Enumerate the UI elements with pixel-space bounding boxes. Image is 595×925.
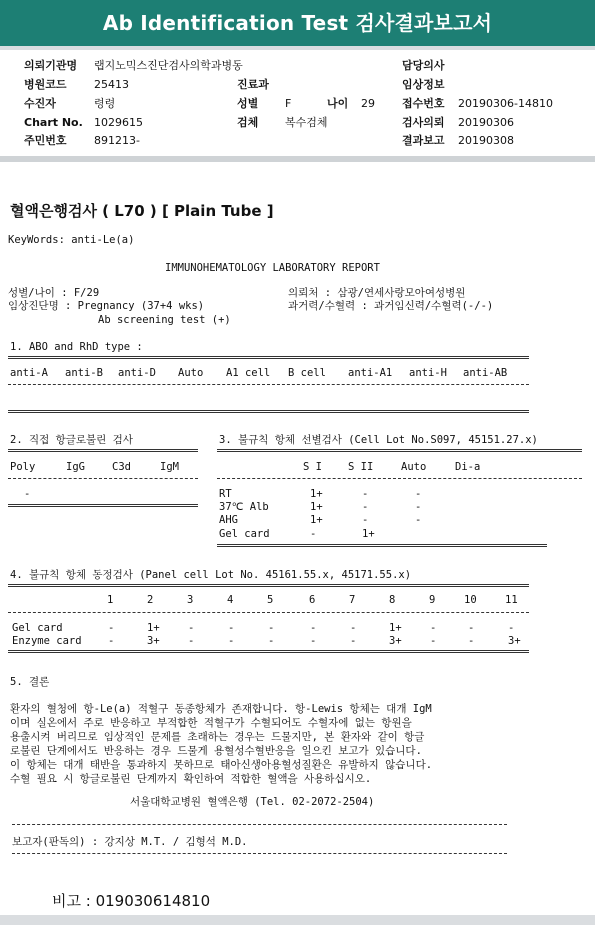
panel-cell: 1+ (389, 622, 402, 634)
abo-col-anti-ab: anti-AB (463, 367, 508, 379)
screen-cell: - (310, 528, 317, 540)
screen-phase-label: AHG (219, 514, 238, 526)
screen-top-rule (217, 449, 582, 452)
screen-cell: - (362, 488, 369, 500)
value-request-date: 20190306 (458, 116, 514, 129)
memo-label: 비고 : (52, 892, 91, 910)
value-report-date: 20190308 (458, 134, 514, 147)
panel-cell: - (430, 635, 437, 647)
label-sex: 성별 (237, 97, 259, 110)
label-patient: 수진자 (24, 97, 56, 110)
label-attending-doctor: 담당의사 (402, 59, 445, 72)
panel-col-10: 10 (464, 594, 477, 606)
dat-result: - (24, 488, 31, 500)
memo-value: 019030614810 (95, 892, 211, 910)
panel-col-7: 7 (349, 594, 356, 606)
panel-col-1: 1 (107, 594, 114, 606)
screen-col-sii: S II (348, 461, 374, 473)
panel-cell: 3+ (508, 635, 521, 647)
footer-bar (0, 915, 595, 925)
panel-cell: - (188, 635, 195, 647)
panel-cell: - (508, 622, 515, 634)
report-body (8, 232, 591, 860)
dat-col-igm: IgM (160, 461, 179, 473)
keywords: KeyWords: anti-Le(a) (8, 234, 135, 246)
conclusion-title: 5. 결론 (10, 676, 50, 688)
info-row-request-date (402, 116, 514, 129)
value-age: 29 (361, 97, 375, 110)
panel-cell: - (350, 622, 357, 634)
panel-cell: - (310, 622, 317, 634)
info-row-report-date (402, 134, 514, 147)
dat-col-igg: IgG (66, 461, 85, 473)
screen-cell: 1+ (310, 488, 323, 500)
dat-top-rule (8, 449, 198, 452)
label-institution: 의뢰기관명 (24, 59, 78, 72)
dat-col-poly: Poly (10, 461, 36, 473)
abo-col-auto: Auto (178, 367, 204, 379)
screen-cell: - (415, 514, 422, 526)
dat-col-c3d: C3d (112, 461, 131, 473)
screen-cell: - (362, 514, 369, 526)
label-request-date: 검사의뢰 (402, 116, 445, 129)
report-subtitle: IMMUNOHEMATOLOGY LABORATORY REPORT (165, 262, 380, 274)
screen-bottom-rule (217, 544, 547, 547)
value-patient: 령령 (94, 97, 116, 110)
panel-cell: - (188, 622, 195, 634)
memo-field (52, 890, 210, 911)
reporter-line: 보고자(판독의) : 강지상 M.T. / 김형석 M.D. (12, 836, 248, 848)
conclusion-line: 이 항체는 대개 태반을 통과하지 못하므로 태아신생아용혈성질환은 유발하지 않습니다. (10, 759, 433, 771)
abo-col-anti-h: anti-H (409, 367, 447, 379)
screen-cell: 1+ (310, 501, 323, 513)
screen-cell: 1+ (310, 514, 323, 526)
panel-cell: 1+ (147, 622, 160, 634)
screen-col-si: S I (303, 461, 322, 473)
abo-col-anti-a1: anti-A1 (348, 367, 393, 379)
screen-cell: - (415, 488, 422, 500)
info-row-chart-no (24, 116, 143, 129)
screen-phase-label: RT (219, 488, 232, 500)
dat-section-title: 2. 직접 항글로불린 검사 (10, 434, 133, 446)
label-department: 진료과 (237, 78, 269, 91)
panel-cell: - (350, 635, 357, 647)
screen-phase-label: 37℃ Alb (219, 501, 269, 513)
conclusion-line: 환자의 혈청에 항-Le(a) 적혈구 동종항체가 존재합니다. 항-Lewis 항체는 대개 IgM (10, 703, 432, 715)
label-age: 나이 (327, 97, 349, 110)
dat-bottom-rule (8, 504, 198, 507)
panel-row-label: Gel card (12, 622, 63, 634)
conclusion-line: 로불린 단계에서도 반응하는 경우 드물게 용혈성수혈반응을 일으킨 보고가 있습니다. (10, 745, 422, 757)
info-row-receipt-no (402, 97, 553, 110)
abo-col-anti-b: anti-B (65, 367, 103, 379)
info-row-patient (24, 97, 116, 110)
panel-cell: - (430, 622, 437, 634)
institution-contact: 서울대학교병원 혈액은행 (Tel. 02-2072-2504) (130, 796, 375, 808)
label-hospital-code: 병원코드 (24, 78, 67, 91)
value-specimen: 복수검체 (285, 116, 328, 129)
report-title: Ab Identification Test 검사결과보고서 (0, 0, 595, 46)
info-row-hospital-code (24, 78, 129, 91)
label-receipt-no: 접수번호 (402, 97, 445, 110)
panel-col-2: 2 (147, 594, 154, 606)
abo-section-title: 1. ABO and RhD type : (10, 341, 143, 353)
patient-diagnosis: 임상진단명 : Pregnancy (37+4 wks) (8, 300, 205, 312)
panel-col-5: 5 (267, 594, 274, 606)
value-institution: 랩지노믹스진단검사의학과병동 (94, 59, 243, 72)
reporter-bottom-rule (12, 853, 507, 854)
screen-col-auto: Auto (401, 461, 427, 473)
label-chart-no: Chart No. (24, 116, 83, 129)
panel-top-rule (8, 584, 529, 587)
panel-col-6: 6 (309, 594, 316, 606)
panel-cell: - (468, 622, 475, 634)
abo-col-anti-d: anti-D (118, 367, 156, 379)
screen-mid-rule (217, 478, 582, 479)
panel-col-11: 11 (505, 594, 518, 606)
info-row-resident-no (24, 134, 140, 147)
screen-cell: - (415, 501, 422, 513)
dat-mid-rule (8, 478, 198, 479)
panel-bottom-rule (8, 650, 529, 653)
patient-history: 과거력/수혈력 : 과거임신력/수혈력(-/-) (288, 300, 494, 312)
panel-cell: 3+ (147, 635, 160, 647)
screen-col-dia: Di-a (455, 461, 481, 473)
value-receipt-no: 20190306-14810 (458, 97, 553, 110)
patient-screening-note: Ab screening test (+) (98, 314, 231, 326)
info-row-institution (24, 59, 243, 72)
abo-mid-rule (8, 384, 529, 385)
value-chart-no: 1029615 (94, 116, 143, 129)
reporter-top-rule (12, 824, 507, 825)
conclusion-line: 수혈 필요 시 항글로불린 단계까지 확인하여 적합한 혈액을 사용하십시오. (10, 773, 372, 785)
info-row-specimen (237, 116, 328, 129)
value-resident-no: 891213- (94, 134, 140, 147)
label-specimen: 검체 (237, 116, 259, 129)
label-clinical-info: 임상정보 (402, 78, 445, 91)
abo-col-b-cell: B cell (288, 367, 326, 379)
label-report-date: 결과보고 (402, 134, 445, 147)
panel-col-8: 8 (389, 594, 396, 606)
info-row-sex-age (237, 97, 375, 110)
panel-row-label: Enzyme card (12, 635, 82, 647)
panel-col-3: 3 (187, 594, 194, 606)
screen-phase-label: Gel card (219, 528, 270, 540)
abo-bottom-rule (8, 410, 529, 413)
title-underline (0, 46, 595, 50)
patient-requester: 의뢰처 : 삼광/연세사랑모아여성병원 (288, 287, 466, 299)
panel-cell: - (228, 635, 235, 647)
panel-cell: - (228, 622, 235, 634)
screen-cell: 1+ (362, 528, 375, 540)
panel-cell: - (108, 635, 115, 647)
panel-col-9: 9 (429, 594, 436, 606)
panel-cell: - (268, 635, 275, 647)
panel-cell: 3+ (389, 635, 402, 647)
value-sex: F (285, 97, 292, 110)
panel-cell: - (268, 622, 275, 634)
value-hospital-code: 25413 (94, 78, 129, 91)
abo-col-a1-cell: A1 cell (226, 367, 271, 379)
panel-section-title: 4. 불규칙 항체 동정검사 (Panel cell Lot No. 45161.55.x, 45171.55.x) (10, 569, 412, 581)
screen-section-title: 3. 불규칙 항체 선별검사 (Cell Lot No.S097, 45151.27.x) (219, 434, 538, 446)
panel-mid-rule (8, 612, 529, 613)
conclusion-line: 용출시켜 버리므로 임상적인 문제를 초래하는 경우는 드물지만, 본 환자와 같이 항글 (10, 731, 425, 743)
label-resident-no: 주민번호 (24, 134, 67, 147)
panel-cell: - (108, 622, 115, 634)
abo-col-anti-a: anti-A (10, 367, 48, 379)
info-divider (0, 156, 595, 162)
panel-col-4: 4 (227, 594, 234, 606)
screen-cell: - (362, 501, 369, 513)
panel-cell: - (310, 635, 317, 647)
abo-top-rule (8, 356, 529, 359)
patient-sex-age: 성별/나이 : F/29 (8, 287, 100, 299)
section-title: 혈액은행검사 ( L70 ) [ Plain Tube ] (10, 202, 274, 220)
conclusion-line: 이며 실온에서 주로 반응하고 부적합한 적혈구가 수혈되어도 수혈자에 없는 항원을 (10, 717, 412, 729)
panel-cell: - (468, 635, 475, 647)
